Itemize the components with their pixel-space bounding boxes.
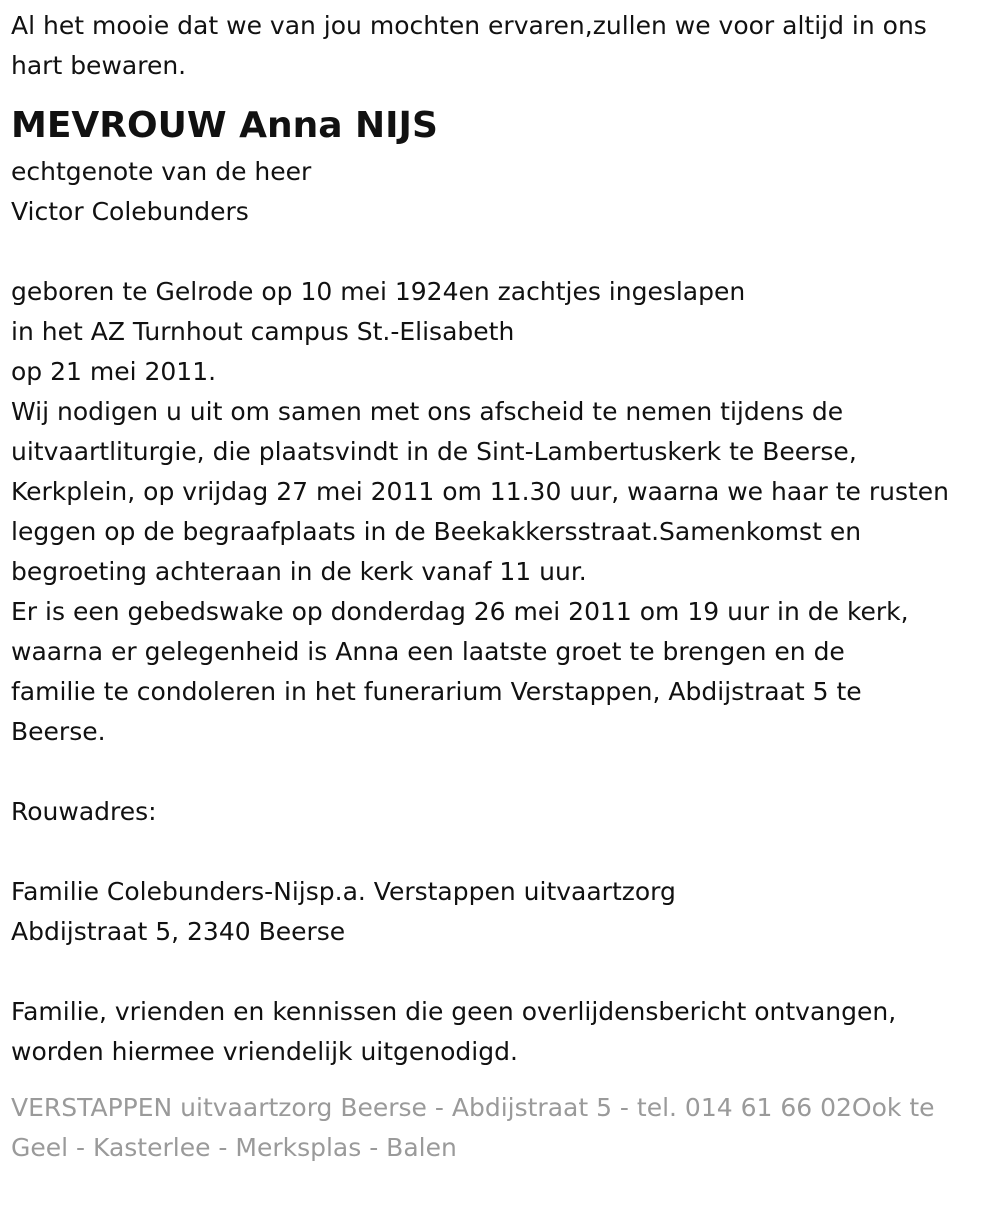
spacer	[11, 832, 988, 872]
footer-line: Geel - Kasterlee - Merksplas - Balen	[11, 1133, 457, 1162]
funeral-line: Kerkplein, op vrijdag 27 mei 2011 om 11.30 uur, waarna we haar te rusten	[11, 477, 950, 506]
funeral-line: uitvaartliturgie, die plaatsvindt in de Sint-Lambertuskerk te Beerse,	[11, 437, 857, 466]
mourning-address	[11, 792, 988, 952]
spouse-info	[11, 152, 988, 232]
closing-line: Familie, vrienden en kennissen die geen overlijdensbericht ontvangen,	[11, 997, 897, 1026]
funeral-line: Wij nodigen u uit om samen met ons afscheid te nemen tijdens de	[11, 397, 844, 426]
funeral-home-footer	[11, 1088, 988, 1168]
motto-line: Al het mooie dat we van jou mochten ervaren,zullen we voor altijd in ons	[11, 11, 927, 40]
birth-death-info	[11, 272, 988, 392]
funeral-line: leggen op de begraafplaats in de Beekakkersstraat.Samenkomst en	[11, 517, 862, 546]
address-heading: Rouwadres:	[11, 797, 157, 826]
vigil-line: Beerse.	[11, 717, 106, 746]
spacer	[11, 752, 988, 792]
spouse-line: echtgenote van de heer	[11, 157, 312, 186]
funeral-info	[11, 392, 988, 592]
vigil-line: familie te condoleren in het funerarium Verstappen, Abdijstraat 5 te	[11, 677, 862, 706]
spouse-name: Victor Colebunders	[11, 197, 249, 226]
vigil-line: waarna er gelegenheid is Anna een laatste groet te brengen en de	[11, 637, 845, 666]
death-date-line: op 21 mei 2011.	[11, 357, 217, 386]
spacer	[11, 232, 988, 272]
vigil-info	[11, 592, 988, 752]
vigil-line: Er is een gebedswake op donderdag 26 mei 2011 om 19 uur in de kerk,	[11, 597, 909, 626]
deceased-name: MEVROUW Anna NIJS	[11, 105, 438, 146]
death-place-line: in het AZ Turnhout campus St.-Elisabeth	[11, 317, 515, 346]
footer-line: VERSTAPPEN uitvaartzorg Beerse - Abdijstraat 5 - tel. 014 61 66 02Ook te	[11, 1093, 935, 1122]
motto-line: hart bewaren.	[11, 51, 187, 80]
closing-note	[11, 992, 988, 1072]
motto	[11, 6, 988, 86]
closing-line: worden hiermee vriendelijk uitgenodigd.	[11, 1037, 518, 1066]
birth-line: geboren te Gelrode op 10 mei 1924en zachtjes ingeslapen	[11, 277, 746, 306]
funeral-line: begroeting achteraan in de kerk vanaf 11 uur.	[11, 557, 587, 586]
spacer	[11, 952, 988, 992]
address-line: Familie Colebunders-Nijsp.a. Verstappen uitvaartzorg	[11, 877, 676, 906]
address-line: Abdijstraat 5, 2340 Beerse	[11, 917, 346, 946]
